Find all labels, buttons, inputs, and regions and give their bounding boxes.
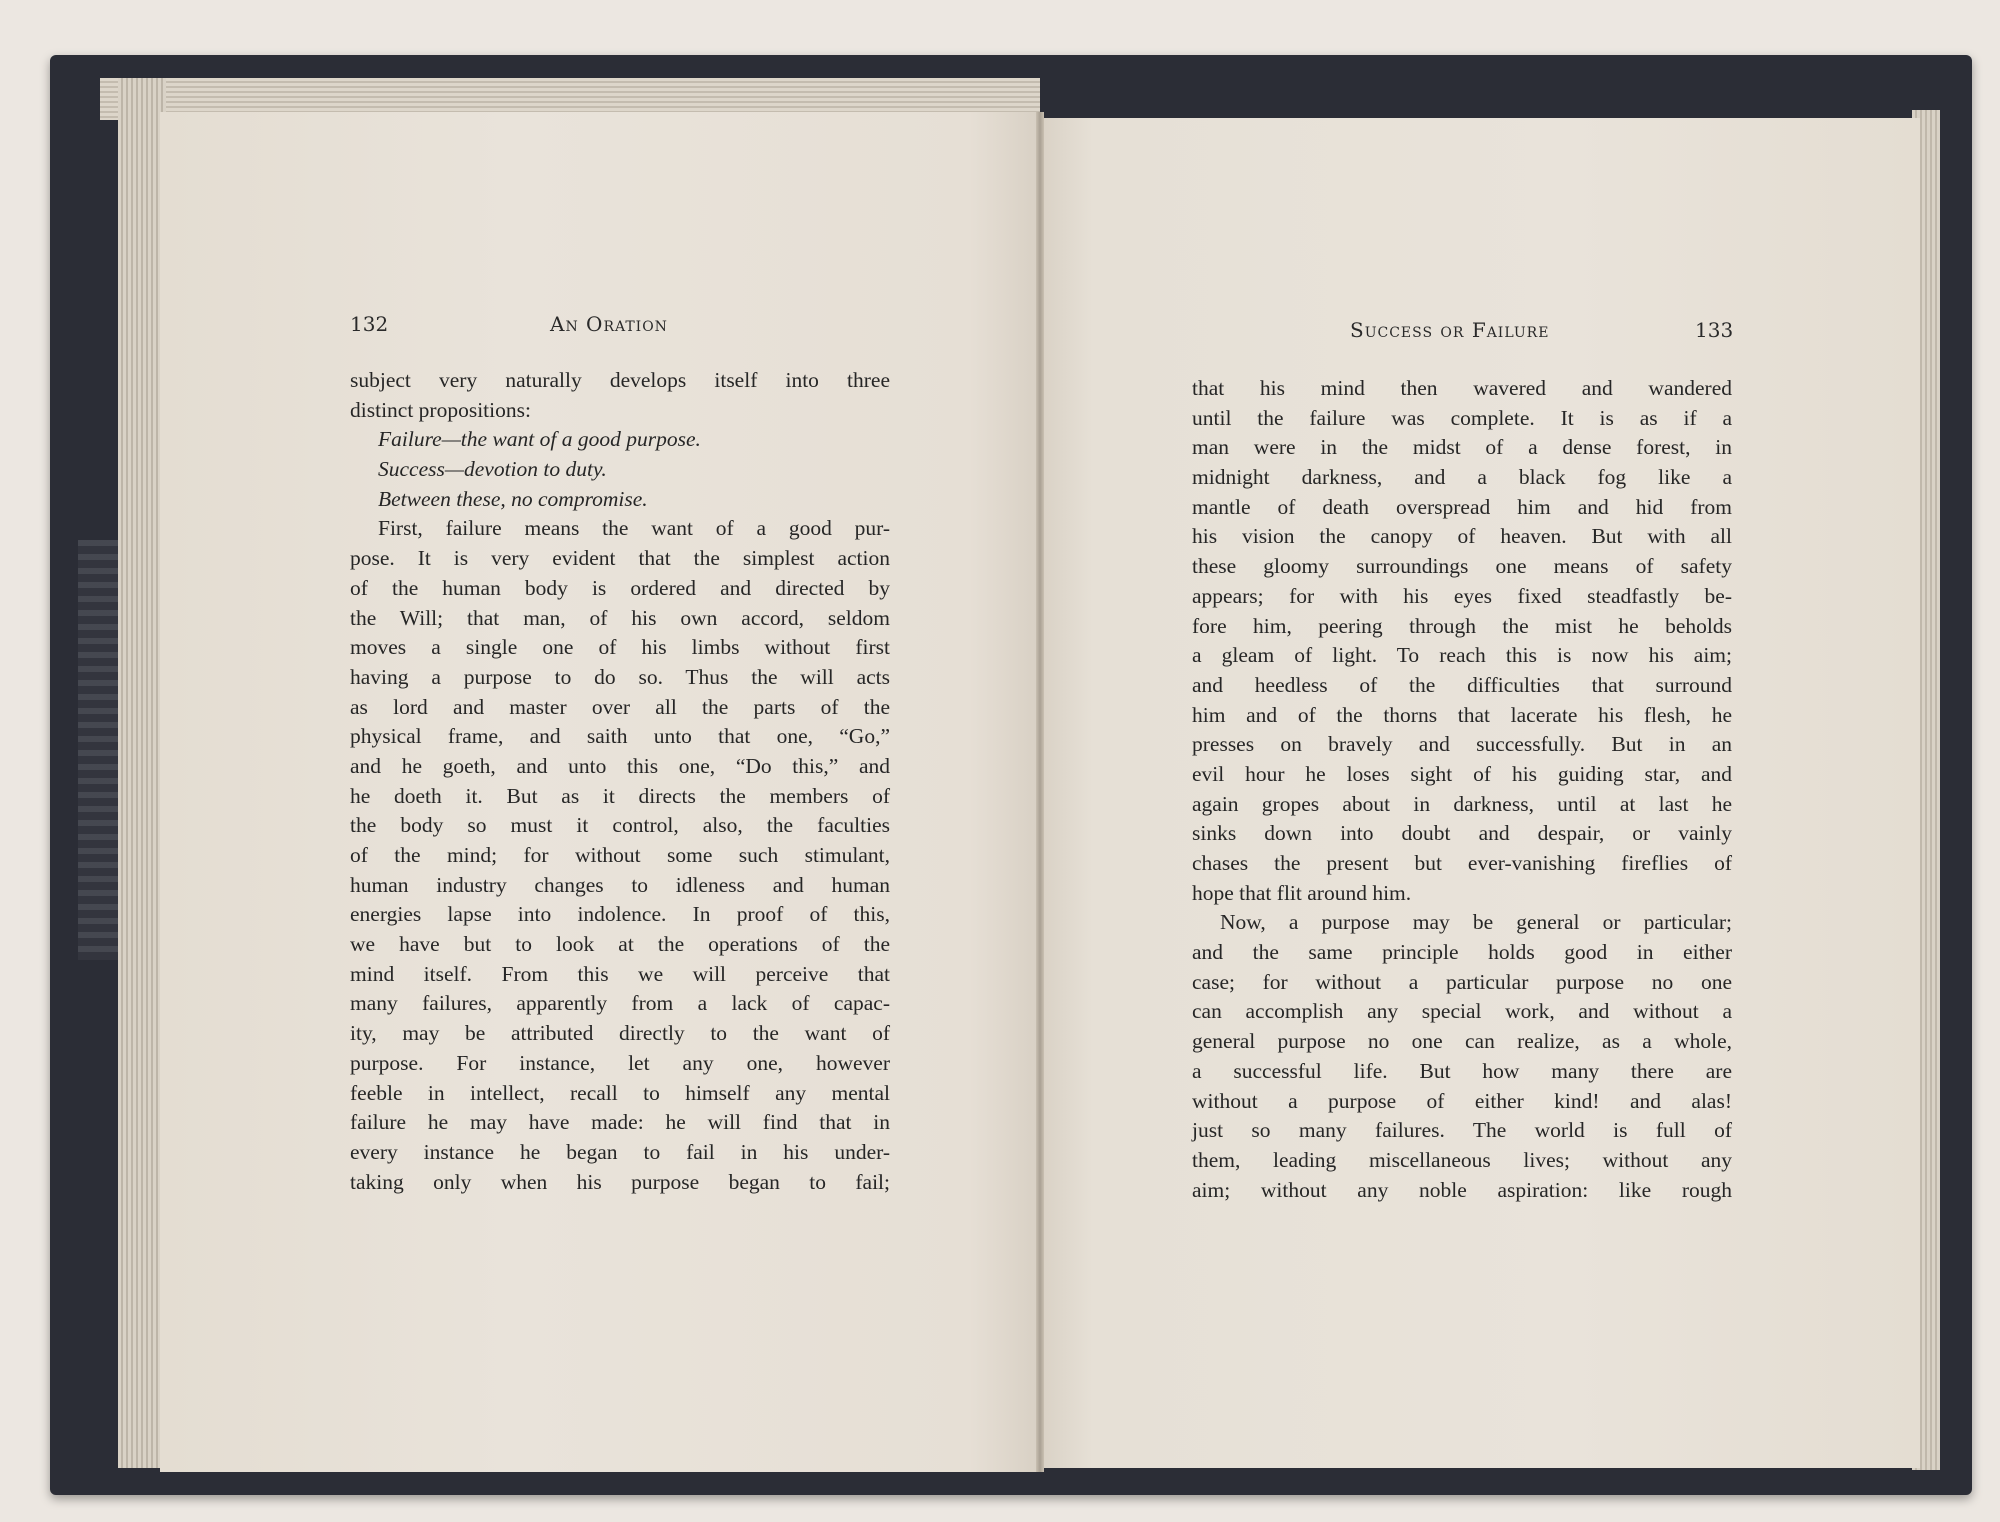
text-line: appears; for with his eyes fixed steadfastly be- (1192, 583, 1732, 608)
text-line: general purpose no one can realize, as a whole, (1192, 1029, 1732, 1054)
text-line: hope that flit around him. (1192, 880, 1412, 905)
text-line: mind itself. From this we will perceive that (350, 961, 890, 986)
text-line: without a purpose of either kind! and alas! (1192, 1088, 1732, 1113)
left-page (160, 112, 1040, 1472)
text-line: that his mind then wavered and wandered (1192, 376, 1732, 400)
text-line: and the same principle holds good in either (1192, 940, 1732, 965)
text-line: midnight darkness, and a black fog like a (1192, 465, 1732, 490)
text-line: many failures, apparently from a lack of capac- (350, 991, 890, 1016)
text-line: the body so must it control, also, the faculties (350, 813, 890, 838)
text-line: them, leading miscellaneous lives; without any (1192, 1147, 1732, 1172)
text-line: Between these, no compromise. (378, 486, 648, 511)
book-gutter (1036, 112, 1044, 1472)
left-running-head: An Oration (550, 312, 668, 336)
text-line: again gropes about in darkness, until at last he (1192, 791, 1732, 816)
text-line: Success—devotion to duty. (378, 457, 607, 482)
text-line: presses on bravely and successfully. But in an (1192, 732, 1732, 757)
left-body-text (350, 366, 890, 1197)
text-line: Failure—the want of a good purpose. (378, 427, 701, 452)
text-line: feeble in intellect, recall to himself any mental (350, 1080, 890, 1105)
text-line: him and of the thorns that lacerate his flesh, he (1192, 702, 1732, 727)
text-line: taking only when his purpose began to fail; (350, 1169, 890, 1194)
text-line: First, failure means the want of a good pur- (378, 516, 890, 541)
text-line: case; for without a particular purpose no one (1192, 969, 1732, 994)
text-line: he doeth it. But as it directs the members of (350, 783, 890, 808)
text-line: fore him, peering through the mist he beholds (1192, 613, 1732, 638)
text-line: just so many failures. The world is full of (1192, 1118, 1732, 1143)
text-line: we have but to look at the operations of the (350, 932, 890, 957)
text-line: aim; without any noble aspiration: like rough (1192, 1177, 1732, 1202)
text-line: energies lapse into indolence. In proof of this, (350, 902, 890, 927)
text-line: pose. It is very evident that the simplest action (350, 546, 890, 571)
text-line: a gleam of light. To reach this is now his aim; (1192, 643, 1732, 668)
right-page-number: 133 (1695, 318, 1734, 342)
text-line: his vision the canopy of heaven. But with all (1192, 524, 1732, 549)
text-line: until the failure was complete. It is as if a (1192, 405, 1732, 430)
text-line: of the human body is ordered and directed by (350, 575, 890, 600)
text-line: man were in the midst of a dense forest, in (1192, 435, 1732, 460)
text-line: Now, a purpose may be general or particular; (1220, 910, 1732, 935)
text-line: mantle of death overspread him and hid from (1192, 494, 1732, 519)
left-page-number: 132 (350, 312, 389, 336)
text-line: ity, may be attributed directly to the want of (350, 1021, 890, 1046)
right-page (1040, 118, 1920, 1468)
text-line: as lord and master over all the parts of the (350, 694, 890, 719)
text-line: distinct propositions: (350, 397, 531, 422)
text-line: sinks down into doubt and despair, or vainly (1192, 821, 1732, 846)
text-line: having a purpose to do so. Thus the will acts (350, 664, 890, 689)
text-line: physical frame, and saith unto that one, “Go,” (350, 724, 890, 749)
text-line: the Will; that man, of his own accord, seldom (350, 605, 890, 630)
text-line: chases the present but ever-vanishing fireflies of (1192, 851, 1732, 875)
text-line: of the mind; for without some such stimulant, (350, 843, 890, 867)
text-line: these gloomy surroundings one means of safety (1192, 554, 1732, 579)
text-line: a successful life. But how many there are (1192, 1058, 1732, 1083)
text-line: purpose. For instance, let any one, however (350, 1050, 890, 1075)
text-line: human industry changes to idleness and human (350, 872, 890, 897)
text-line: subject very naturally develops itself into three (350, 368, 890, 392)
right-body-text (1192, 374, 1732, 1205)
text-line: every instance he began to fail in his under- (350, 1139, 890, 1164)
text-line: and heedless of the difficulties that surround (1192, 672, 1732, 697)
text-line: moves a single one of his limbs without first (350, 635, 890, 660)
text-line: and he goeth, and unto this one, “Do this,” and (350, 753, 890, 778)
text-line: evil hour he loses sight of his guiding star, and (1192, 761, 1732, 786)
right-running-head: Success or Failure (1350, 318, 1550, 342)
text-line: can accomplish any special work, and without a (1192, 999, 1732, 1024)
page-edges-left (118, 78, 166, 1468)
text-line: failure he may have made: he will find that in (350, 1110, 890, 1135)
